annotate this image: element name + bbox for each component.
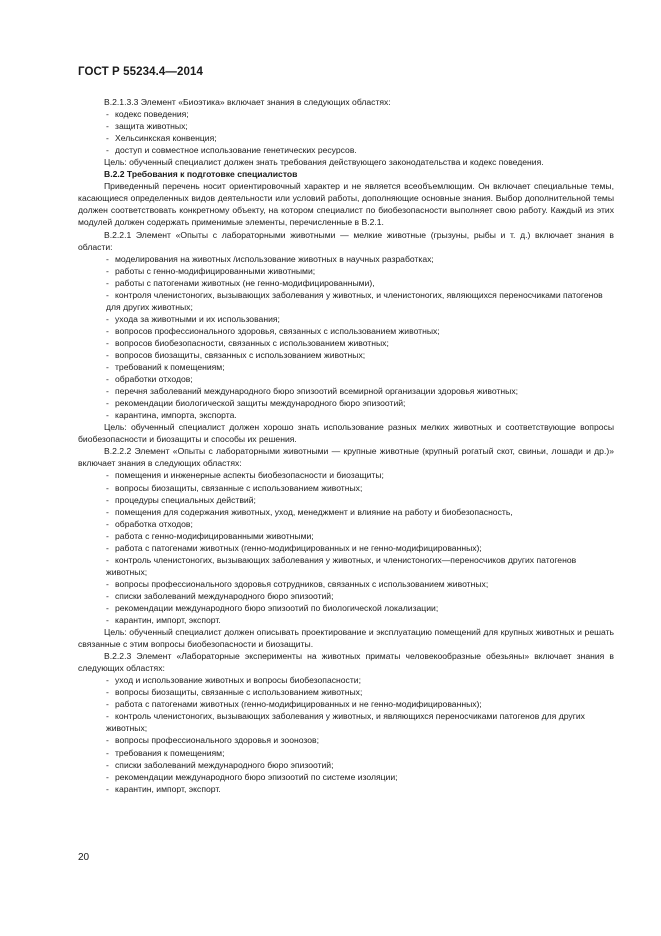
paragraph: В.2.1.3.3 Элемент «Биоэтика» включает знания в следующих областях: <box>104 97 391 107</box>
list-item <box>78 530 614 542</box>
list-item-text: вопросы биозащиты, связанные с использованием животных; <box>115 687 363 698</box>
list-dash: - <box>106 482 109 493</box>
paragraph: Цель: обученный специалист должен знать требования действующего законодательства и кодекс поведения. <box>104 157 544 168</box>
list-item-text: списки заболеваний международного бюро эпизоотий; <box>115 759 334 770</box>
list-item <box>78 710 614 734</box>
list-item-text: вопросов профессионального здоровья, связанных с использованием животных; <box>115 325 440 336</box>
list-item <box>78 578 614 590</box>
list-item-text: контроля членистоногих, вызывающих заболевания у животных, и членистоногих, являющихся переносчиками патогенов для других животных; <box>106 289 603 312</box>
list-item-text: кодекс поведения; <box>115 109 189 120</box>
list-dash: - <box>106 398 109 409</box>
list-dash: - <box>106 265 109 276</box>
list-item-text: списки заболеваний международного бюро эпизоотий; <box>115 590 334 601</box>
list-dash: - <box>106 349 109 360</box>
list-item <box>78 554 614 578</box>
list-dash: - <box>106 313 109 324</box>
list-dash: - <box>106 121 109 132</box>
list-dash: - <box>106 470 109 481</box>
list-dash: - <box>106 325 109 336</box>
paragraph: В.2.2.1 Элемент «Опыты с лабораторными животными — мелкие животные (грызуны, рыбы и т. д.) включает знания в области: <box>78 229 614 252</box>
list-dash: - <box>106 590 109 601</box>
list-item-text: рекомендации международного бюро эпизоотий по системе изоляции; <box>115 771 398 782</box>
list-item-text: моделирования на животных /использование животных в научных разработках; <box>115 253 434 264</box>
list-item-text: вопросов биозащиты, связанных с использованием животных; <box>115 349 366 360</box>
list-item <box>78 373 614 385</box>
document-body <box>78 96 614 795</box>
list-item <box>78 686 614 698</box>
list-item <box>78 397 614 409</box>
list-item <box>78 614 614 626</box>
list-dash: - <box>106 145 109 156</box>
paragraph: Цель: обученный специалист должен хорошо знать использование разных мелких животных и соответствующие вопросы биобезопасности и биозащиты и способы их решения. <box>78 422 614 445</box>
list-item-text: процедуры специальных действий; <box>115 494 256 505</box>
list-dash: - <box>106 675 109 686</box>
list-item <box>78 482 614 494</box>
list-item-text: обработки отходов; <box>115 374 193 385</box>
paragraph: В.2.2.3 Элемент «Лабораторные эксперименты на животных приматы человекообразные обезьяны» включает знания в следующих областях: <box>78 651 614 674</box>
list-item <box>78 385 614 397</box>
document-header: ГОСТ Р 55234.4—2014 <box>78 66 203 78</box>
list-item-text: работа с генно-модифицированными животными; <box>115 530 314 541</box>
list-item-text: защита животных; <box>115 121 188 132</box>
list-item <box>78 590 614 602</box>
list-item-text: работа с патогенами животных (генно-модифицированных и не генно-модифицированных); <box>115 542 482 553</box>
list-dash: - <box>106 506 109 517</box>
list-item-text: вопросов биобезопасности, связанных с использованием животных; <box>115 337 389 348</box>
list-dash: - <box>106 277 109 288</box>
list-item-text: рекомендации международного бюро эпизоотий по биологической локализации; <box>115 602 439 613</box>
section-heading: В.2.2 Требования к подготовке специалистов <box>104 169 298 180</box>
list-item <box>78 542 614 554</box>
list-item-text: обработка отходов; <box>115 518 193 529</box>
list-item-text: вопросы биозащиты, связанные с использованием животных; <box>115 482 363 493</box>
list-item-text: доступ и совместное использование генетических ресурсов. <box>115 145 357 156</box>
list-item-text: помещения и инженерные аспекты биобезопасности и биозащиты; <box>115 470 384 481</box>
list-item <box>78 783 614 795</box>
list-dash: - <box>106 783 109 794</box>
list-item-text: помещения для содержания животных, уход, менеджмент и влияние на работу и биобезопасность, <box>115 506 513 517</box>
list-dash: - <box>106 542 109 553</box>
list-item <box>78 253 614 265</box>
list-item <box>78 289 614 313</box>
list-item-text: ухода за животными и их использования; <box>115 313 280 324</box>
list-item <box>78 132 614 144</box>
list-dash: - <box>106 687 109 698</box>
list-item <box>78 325 614 337</box>
list-dash: - <box>106 289 109 300</box>
list-item-text: контроль членистоногих, вызывающих заболевания у животных, и членистоногих—переносчиков других патогенов животных; <box>106 554 577 577</box>
list-item-text: требований к помещениям; <box>115 362 225 373</box>
list-item-text: уход и использование животных и вопросы биобезопасности; <box>115 675 361 686</box>
list-item <box>78 120 614 132</box>
list-dash: - <box>106 759 109 770</box>
list-item-text: работа с патогенами животных (генно-модифицированных и не генно-модифицированных); <box>115 699 482 710</box>
list-item-text: Хельсинкская конвенция; <box>115 133 217 144</box>
list-dash: - <box>106 253 109 264</box>
list-dash: - <box>106 494 109 505</box>
list-item-text: карантин, импорт, экспорт. <box>115 783 221 794</box>
list-dash: - <box>106 362 109 373</box>
list-item-text: требования к помещениям; <box>115 747 225 758</box>
list-dash: - <box>106 554 109 565</box>
list-dash: - <box>106 615 109 626</box>
list-dash: - <box>106 386 109 397</box>
list-item-text: перечня заболеваний международного бюро эпизоотий всемирной организации здоровья животных; <box>115 386 519 397</box>
list-item <box>78 349 614 361</box>
list-item <box>78 759 614 771</box>
list-item <box>78 506 614 518</box>
list-item <box>78 277 614 289</box>
list-dash: - <box>106 374 109 385</box>
list-dash: - <box>106 410 109 421</box>
list-dash: - <box>106 747 109 758</box>
list-dash: - <box>106 133 109 144</box>
list-item <box>78 734 614 746</box>
list-dash: - <box>106 771 109 782</box>
list-item <box>78 337 614 349</box>
paragraph: Цель: обученный специалист должен описывать проектирование и эксплуатацию помещений для крупных животных и решать связанные с этим вопросы биобезопасности и биозащиты. <box>78 627 614 650</box>
list-item <box>78 409 614 421</box>
list-dash: - <box>106 109 109 120</box>
list-item-text: карантина, импорта, экспорта. <box>115 410 237 421</box>
list-item <box>78 698 614 710</box>
list-item <box>78 747 614 759</box>
list-item <box>78 494 614 506</box>
list-item <box>78 602 614 614</box>
list-item-text: работы с патогенами животных (не генно-модифицированными), <box>115 277 375 288</box>
list-item <box>78 518 614 530</box>
list-dash: - <box>106 337 109 348</box>
list-item-text: контроль членистоногих, вызывающих заболевания у животных, и являющихся переносчиками патогенов для других животных; <box>106 711 585 734</box>
list-dash: - <box>106 699 109 710</box>
paragraph: В.2.2.2 Элемент «Опыты с лабораторными животными — крупные животные (крупный рогатый скот, свиньи, лошади и др.)» включает знания в следующих областях: <box>78 446 614 469</box>
list-item <box>78 265 614 277</box>
list-dash: - <box>106 518 109 529</box>
list-item-text: вопросы профессионального здоровья и зоонозов; <box>115 735 319 746</box>
paragraph: Приведенный перечень носит ориентировочный характер и не является всеобъемлющим. Он включает специальные темы, касающиеся определенных видов деятельности или условий работы, дополняющие основные знания. Выбор дополнительной темы должен соответствовать конкретному объекту, на котором специалист по биобезопасности выполняет свою работу. Каждый из этих модулей должен содержать применимые элементы, перечисленные в В.2.1. <box>78 181 614 228</box>
list-item-text: карантин, импорт, экспорт. <box>115 615 221 626</box>
list-item <box>78 108 614 120</box>
list-item-text: работы с генно-модифицированными животными; <box>115 265 316 276</box>
list-dash: - <box>106 602 109 613</box>
list-item <box>78 313 614 325</box>
list-item <box>78 771 614 783</box>
list-dash: - <box>106 711 109 722</box>
list-item-text: рекомендации биологической защиты международного бюро эпизоотий; <box>115 398 406 409</box>
list-item <box>78 674 614 686</box>
list-item-text: вопросы профессионального здоровья сотрудников, связанных с использованием животных; <box>115 578 489 589</box>
list-item <box>78 144 614 156</box>
page-number: 20 <box>78 852 90 863</box>
list-item <box>78 469 614 481</box>
list-item <box>78 361 614 373</box>
list-dash: - <box>106 578 109 589</box>
list-dash: - <box>106 735 109 746</box>
list-dash: - <box>106 530 109 541</box>
